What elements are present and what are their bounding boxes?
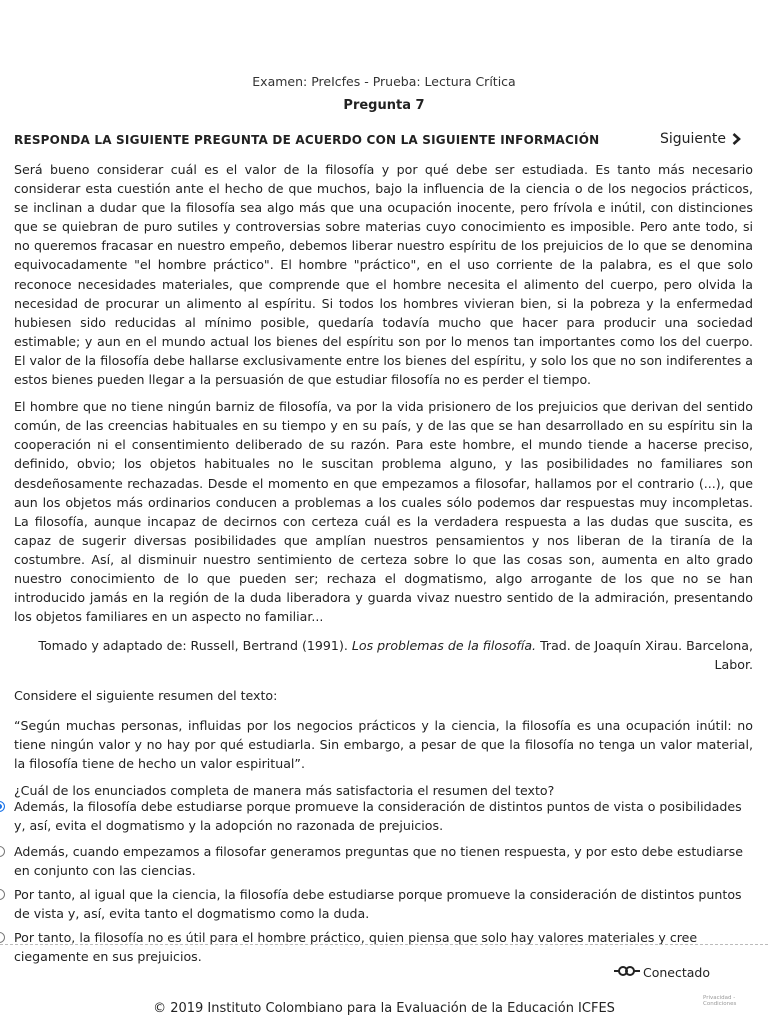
next-button[interactable] xyxy=(660,131,741,147)
answer-option-b[interactable] xyxy=(0,842,754,880)
answer-option-a[interactable] xyxy=(0,797,754,835)
radio-button-d[interactable] xyxy=(0,932,5,943)
next-button-label: Siguiente xyxy=(660,131,727,147)
answer-option-d-text: Por tanto, la filosofía no es útil para el hombre práctico, quien piensa que solo hay valores materiales y cree ciegamente en sus prejuicios. xyxy=(14,930,698,964)
radio-button-b[interactable] xyxy=(0,846,5,857)
answer-option-a-text: Además, la filosofía debe estudiarse porque promueve la consideración de distintos puntos de vista o posibilidades y, así, evita el dogmatismo y la adopción no razonada de prejuicios. xyxy=(14,799,742,833)
exam-title: Examen: PreIcfes - Prueba: Lectura Crítica xyxy=(252,74,516,89)
footer-copyright: © 2019 Instituto Colombiano para la Evaluación de la Educación ICFES xyxy=(153,1001,615,1016)
question-content xyxy=(14,160,753,808)
connection-status xyxy=(614,965,710,980)
citation-suffix: Trad. de Joaquín Xirau. Barcelona, Labor. xyxy=(536,638,753,673)
radio-button-a[interactable] xyxy=(0,801,5,812)
citation-prefix: Tomado y adaptado de: Russell, Bertrand (1991). xyxy=(38,638,352,654)
prompt-summary: “Según muchas personas, influidas por los negocios prácticos y la ciencia, la filosofía es una ocupación inútil: no tiene ningún valor y no hay por qué estudiarla. Sin embargo, a pesar de que la filosofía no tenga un valor material, la filosofía tiene de hecho un valor espiritual”. xyxy=(14,717,753,771)
citation xyxy=(14,636,753,674)
answer-option-b-text: Además, cuando empezamos a filosofar generamos preguntas que no tienen respuesta, y por esto debe estudiarse en conjunto con las ciencias. xyxy=(14,844,743,878)
connection-label: Conectado xyxy=(643,965,711,980)
passage-paragraph-1: Será bueno considerar cuál es el valor de la filosofía y por qué debe ser estudiada. Es tanto más necesario considerar esta cuestión ante el hecho de que muchos, bajo la influencia de la ciencia o de los negocios prácticos, se inclinan a dudar que la filosofía sea algo más que una ocupación inocente, pero frívola e inútil, con distinciones que se quiebran de puro sutiles y controversias sobre materias cuyo conocimiento es imposible. Pero ante todo, si no queremos fracasar en nuestro empeño, debemos liberar nuestro espíritu de los prejuicios de lo que se denomina equivocadamente "el hombre práctico". El hombre "práctico", en el uso corriente de la palabra, es el que solo reconoce necesidades materiales, que comprende que el hombre necesita el alimento del cuerpo, pero olvida la necesidad de procurar un alimento al espíritu. Si todos los hombres vivieran bien, si la pobreza y la enfermedad hubiesen sido reducidas al mínimo posible, quedaría todavía mucho que hacer para producir una sociedad estimable; y aun en el mundo actual los bienes del espíritu son por lo menos tan importantes como los del cuerpo. El valor de la filosofía debe hallarse exclusivamente entre los bienes del espíritu, y solo los que no son indiferentes a estos bienes pueden llegar a la persuasión de que estudiar filosofía no es perder el tiempo. xyxy=(14,162,753,388)
radio-button-c[interactable] xyxy=(0,889,5,900)
prompt-lead: Considere el siguiente resumen del texto: xyxy=(14,688,278,704)
privacy-link[interactable]: Privacidad - Condiciones xyxy=(703,995,737,1007)
answer-option-c-text: Por tanto, al igual que la ciencia, la filosofía debe estudiarse porque promueve la consideración de distintos puntos de vista y, así, evita tanto el dogmatismo como la duda. xyxy=(14,887,742,921)
chevron-right-icon xyxy=(732,133,741,145)
answer-option-c[interactable] xyxy=(0,885,754,923)
plug-icon xyxy=(614,965,640,980)
passage-paragraph-2: El hombre que no tiene ningún barniz de filosofía, va por la vida prisionero de los prejuicios que derivan del sentido común, de las creencias habituales en su tiempo y en su país, y de las que se han desarrollado en su espíritu sin la cooperación ni el consentimiento deliberado de su razón. Para este hombre, el mundo tiende a hacerse preciso, definido, obvio; los objetos habituales no le suscitan problema alguno, y las posibilidades no familiares son desdeñosamente rechazadas. Desde el momento en que empezamos a filosofar, hallamos por el contrario (...), que aun los objetos más ordinarios conducen a problemas a los cuales sólo podemos dar respuestas muy incompletas. La filosofía, aunque incapaz de decirnos con certeza cuál es la verdadera respuesta a las dudas que suscita, es capaz de sugerir diversas posibilidades que amplían nuestros pensamientos y nos liberan de la tiranía de la costumbre. Así, al disminuir nuestro sentimiento de certeza sobre lo que las cosas son, aumenta en alto grado nuestro conocimiento de lo que pueden ser; rechaza el dogmatismo, algo arrogante de los que no se han introducido jamás en la región de la duda liberadora y guarda vivaz nuestro sentido de la admiración, presentando los objetos familiares en un aspecto no familiar... xyxy=(14,399,753,625)
citation-title: Los problemas de la filosofía. xyxy=(351,638,537,654)
answer-option-d[interactable] xyxy=(0,928,754,966)
question-text: ¿Cuál de los enunciados completa de manera más satisfactoria el resumen del texto? xyxy=(14,782,555,798)
instruction-heading: RESPONDA LA SIGUIENTE PREGUNTA DE ACUERDO CON LA SIGUIENTE INFORMACIÓN xyxy=(14,133,600,147)
question-number: Pregunta 7 xyxy=(343,98,425,113)
divider xyxy=(0,944,768,945)
